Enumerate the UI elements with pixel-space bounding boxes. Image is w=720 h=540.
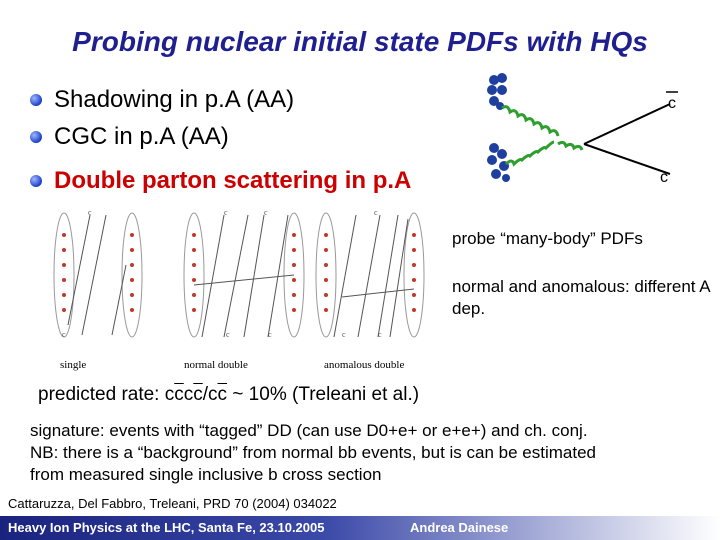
quark-label: c xyxy=(264,208,268,217)
gluon-line-top xyxy=(502,107,558,136)
quark-label: c xyxy=(226,330,230,339)
quark-label: c xyxy=(342,330,346,339)
bullet-icon xyxy=(30,94,42,106)
anticharm-symbol: $\overline{c}$ xyxy=(174,384,184,405)
parton-dots xyxy=(62,233,416,312)
charm-symbol: c xyxy=(183,384,194,405)
probe-text: probe “many-body” PDFs xyxy=(452,229,643,248)
normal-anomalous-text: normal and anomalous: different A dep. xyxy=(452,277,710,318)
nb-line: NB: there is a “background” from normal bb events, but is can be estimated xyxy=(30,443,596,462)
predicted-rate-line xyxy=(38,384,419,406)
anomalous-double-diagram xyxy=(316,213,424,337)
quark-label: c xyxy=(268,330,272,339)
single-diagram xyxy=(54,213,142,337)
anomalous-double-caption: anomalous double xyxy=(324,359,405,371)
gluon-line-middle xyxy=(558,142,582,150)
reference-citation: Cattaruzza, Del Fabbro, Treleani, PRD 70 (2004) 034022 xyxy=(8,496,337,511)
quark-label: c xyxy=(224,208,228,217)
cbar-label: c xyxy=(668,95,676,112)
bullet-item-shadowing xyxy=(30,84,294,116)
gluon-fusion-diagram xyxy=(480,68,700,198)
predicted-suffix: ~ 10% (Treleani et al.) xyxy=(227,384,420,405)
double-parton-diagrams xyxy=(42,205,442,375)
anticharm-symbol: $\overline{c}$ xyxy=(217,384,228,405)
slide-title: Probing nuclear initial state PDFs with HQs xyxy=(72,26,648,57)
quark-label: c xyxy=(62,330,66,339)
footer-author: Andrea Dainese xyxy=(410,520,509,535)
footer-conference: Heavy Ion Physics at the LHC, Santa Fe, 23.10.2005 xyxy=(8,520,325,535)
anticharm-symbol: $\overline{c}$ xyxy=(193,384,203,405)
bullet-icon xyxy=(30,175,42,187)
predicted-prefix: predicted rate: xyxy=(38,384,165,405)
c-label: c xyxy=(660,169,668,186)
quark-label: c xyxy=(88,208,92,217)
quark-label: c xyxy=(374,208,378,217)
nucleon-blob-top xyxy=(487,73,507,110)
bullet-text: CGC in p.A (AA) xyxy=(54,123,229,150)
cbar-quark-line xyxy=(584,104,670,144)
nb-line-continued: from measured single inclusive b cross section xyxy=(30,465,382,484)
divide-symbol: / xyxy=(202,384,209,405)
normal-double-caption: normal double xyxy=(184,359,248,371)
charm-symbol: c xyxy=(164,384,175,405)
quark-label: c xyxy=(378,330,382,339)
bullet-icon xyxy=(30,131,42,143)
bullet-text: Double parton scattering in p.A xyxy=(54,167,412,194)
bullet-text: Shadowing in p.A (AA) xyxy=(54,86,295,113)
charm-symbol: c xyxy=(208,384,218,405)
c-quark-line xyxy=(584,144,670,174)
gluon-line-bottom xyxy=(506,142,554,164)
bullet-item-cgc xyxy=(30,121,229,153)
signature-block xyxy=(30,420,710,486)
normal-double-diagram xyxy=(184,213,304,337)
signature-line: signature: events with “tagged” DD (can use D0+e+ or e+e+) and ch. conj. xyxy=(30,421,588,440)
bullet-item-double-parton xyxy=(30,165,411,197)
single-caption: single xyxy=(60,359,87,371)
